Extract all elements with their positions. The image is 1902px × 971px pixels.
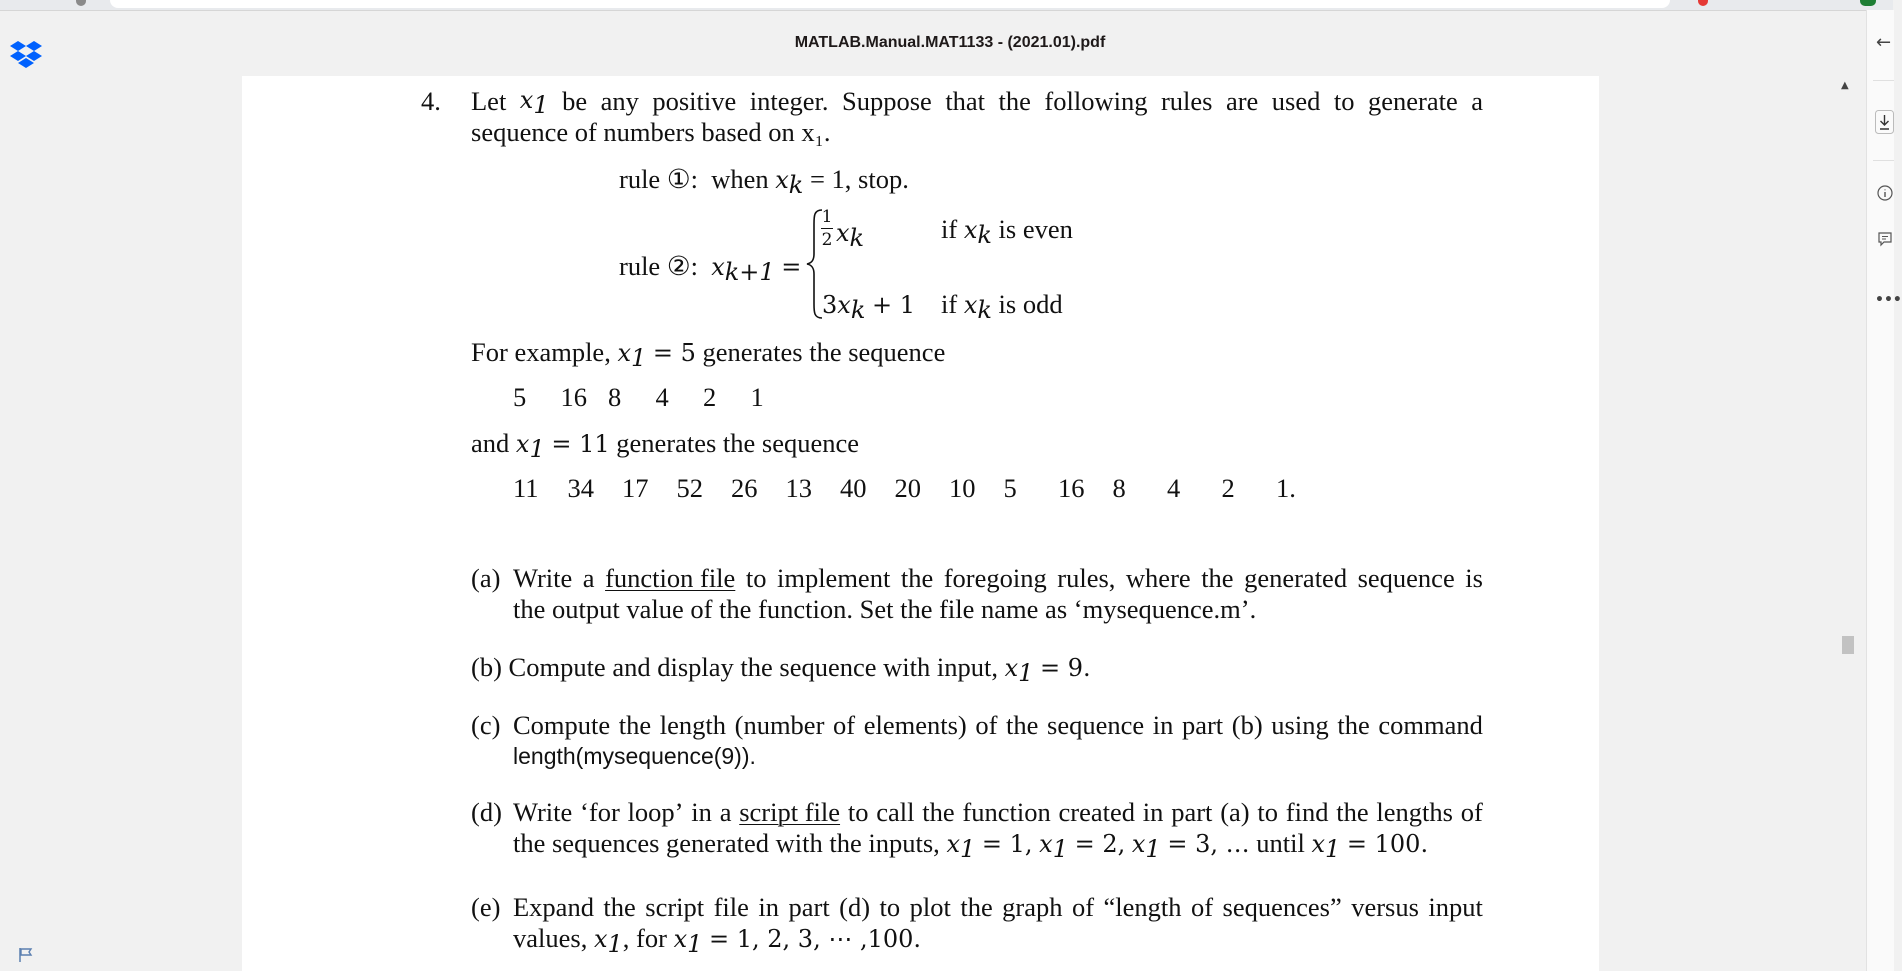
word: find bbox=[1285, 797, 1329, 827]
word: in bbox=[1142, 797, 1164, 827]
part-d-eq-2: = 2, bbox=[1074, 830, 1126, 858]
case-1-var: x bbox=[836, 219, 850, 247]
example-1-post: generates the sequence bbox=[702, 337, 946, 367]
word: the bbox=[960, 892, 993, 922]
word: any bbox=[600, 86, 639, 116]
word: of bbox=[975, 710, 998, 740]
word: sequence bbox=[1047, 710, 1145, 740]
part-d-var-1: x bbox=[946, 830, 960, 858]
word: (d) bbox=[839, 892, 871, 922]
word: function bbox=[962, 797, 1051, 827]
word: (b) bbox=[1231, 710, 1263, 740]
sequence-term: 20 bbox=[894, 473, 921, 503]
word: used bbox=[1271, 86, 1321, 116]
word: a bbox=[1471, 86, 1483, 116]
browser-toolbar bbox=[0, 0, 1893, 11]
part-d-eq-3: = 3, … bbox=[1167, 830, 1250, 858]
word: integer. bbox=[749, 86, 829, 116]
problem-number: 4. bbox=[421, 86, 441, 116]
example-1-text bbox=[471, 337, 946, 372]
rail-divider bbox=[1873, 80, 1894, 81]
case-1-sub: k bbox=[849, 224, 865, 252]
part-b-var: x bbox=[1004, 654, 1019, 682]
underlined-term: function file bbox=[605, 563, 736, 593]
part-e-sub-2: 1 bbox=[687, 930, 703, 958]
info-icon[interactable] bbox=[1877, 185, 1893, 201]
pdf-page bbox=[242, 76, 1599, 971]
word: the bbox=[1006, 710, 1039, 740]
underlined-term: script file bbox=[739, 797, 841, 827]
word: of bbox=[833, 710, 856, 740]
word: rules, bbox=[1057, 563, 1116, 593]
case-2-expr bbox=[822, 291, 916, 324]
dropbox-logo-icon[interactable] bbox=[10, 40, 42, 70]
word: the bbox=[618, 710, 652, 740]
word: the bbox=[603, 892, 636, 922]
case-1-if: if bbox=[941, 214, 958, 244]
scrollbar-thumb[interactable] bbox=[1842, 636, 1854, 654]
word: using bbox=[1271, 710, 1329, 740]
example-1-var: x bbox=[617, 339, 631, 367]
sequence-term: 8 bbox=[608, 382, 622, 412]
word: where bbox=[1125, 563, 1191, 593]
word: that bbox=[945, 86, 986, 116]
word: command bbox=[1378, 710, 1483, 740]
case-2-if: if bbox=[941, 289, 958, 319]
word: to bbox=[1333, 86, 1355, 116]
sequence-term: 52 bbox=[676, 473, 703, 503]
rule-1-sub: k bbox=[788, 171, 804, 199]
word: to bbox=[879, 892, 901, 922]
word: of bbox=[1191, 892, 1214, 922]
word: file bbox=[713, 892, 749, 922]
rule-1-when: when bbox=[711, 164, 769, 194]
example-1-pre: For example, bbox=[471, 337, 611, 367]
rule-2-label: rule ②: bbox=[619, 251, 698, 281]
scroll-up-arrow-icon[interactable]: ▲ bbox=[1841, 80, 1849, 91]
word: ‘for bbox=[580, 797, 620, 827]
word: generated bbox=[1244, 563, 1348, 593]
vertical-scrollbar[interactable] bbox=[1838, 76, 1856, 971]
word: in bbox=[1152, 710, 1174, 740]
part-b-sub: 1 bbox=[1018, 659, 1034, 687]
case-2-var: x bbox=[837, 291, 851, 319]
rule-2-lhs bbox=[619, 251, 802, 286]
word: in bbox=[691, 797, 712, 827]
part-e-line-1 bbox=[513, 894, 1483, 921]
word: the bbox=[1201, 563, 1234, 593]
part-e-line-2-pre: values, bbox=[513, 923, 588, 953]
case-2-post: + 1 bbox=[872, 291, 916, 319]
word: (number bbox=[734, 710, 825, 740]
case-2-cond-var: x bbox=[963, 291, 978, 319]
part-e-comma: , for bbox=[622, 923, 667, 953]
example-2-text bbox=[471, 428, 860, 463]
word: Expand bbox=[513, 892, 594, 922]
example-2-sequence bbox=[242, 475, 1599, 505]
part-d-line-1 bbox=[513, 799, 1483, 826]
sequence-term: 8 bbox=[1112, 473, 1126, 503]
example-2-sub: 1 bbox=[529, 435, 545, 463]
word: elements) bbox=[863, 710, 967, 740]
word: generate bbox=[1367, 86, 1458, 116]
word: script bbox=[645, 892, 705, 922]
sequence-term: 40 bbox=[840, 473, 867, 503]
word: loop’ bbox=[627, 797, 684, 827]
case-2-cond-sub: k bbox=[977, 296, 992, 324]
math-sub: 1 bbox=[533, 91, 549, 119]
part-d-until: until bbox=[1256, 828, 1305, 858]
sequence-term: 16 bbox=[1058, 473, 1085, 503]
sequence-term: 17 bbox=[622, 473, 649, 503]
word: created bbox=[1058, 797, 1136, 827]
word: foregoing bbox=[943, 563, 1047, 593]
document-title: MATLAB.Manual.MAT1133 - (2021.01).pdf bbox=[794, 34, 1106, 51]
example-2-eq: = 11 bbox=[551, 430, 610, 458]
part-d-sub-4: 1 bbox=[1324, 835, 1341, 863]
part-d-sub-1: 1 bbox=[959, 835, 976, 863]
download-icon[interactable] bbox=[1875, 110, 1894, 134]
part-d-sub-3: 1 bbox=[1145, 835, 1161, 863]
part-b bbox=[471, 652, 1091, 687]
sequence-term: 4 bbox=[1167, 473, 1181, 503]
part-b-text: Compute and display the sequence with input, bbox=[508, 652, 998, 682]
word: part bbox=[1181, 710, 1224, 740]
rule-1 bbox=[619, 164, 909, 199]
part-d-var-4: x bbox=[1311, 830, 1325, 858]
word: are bbox=[1225, 86, 1259, 116]
word: to bbox=[745, 563, 767, 593]
word: part bbox=[1171, 797, 1213, 827]
word: sequence bbox=[1357, 563, 1455, 593]
word: the bbox=[998, 86, 1031, 116]
part-c-line-1 bbox=[513, 712, 1483, 739]
word: is bbox=[1465, 563, 1483, 593]
case-1-numerator: 1 bbox=[821, 207, 833, 227]
case-1-condition bbox=[941, 214, 1073, 249]
word: to bbox=[1257, 797, 1279, 827]
word: (a) bbox=[1220, 797, 1250, 827]
case-2-condition bbox=[941, 289, 1063, 324]
part-d-line-2-pre: the sequences generated with the inputs, bbox=[513, 828, 940, 858]
word: graph bbox=[1002, 892, 1063, 922]
part-d-sub-2: 1 bbox=[1052, 835, 1068, 863]
sequence-term: 1. bbox=[1276, 473, 1296, 503]
case-2-sub: k bbox=[850, 296, 866, 324]
word: Compute bbox=[513, 710, 611, 740]
example-1-sequence bbox=[242, 384, 1599, 414]
word: the bbox=[922, 797, 955, 827]
example-2-post: generates the sequence bbox=[616, 428, 860, 458]
word: input bbox=[1428, 892, 1483, 922]
part-c-label: (c) bbox=[471, 710, 501, 740]
extension-icon[interactable] bbox=[1698, 0, 1708, 6]
word: sequences” bbox=[1222, 892, 1342, 922]
word: plot bbox=[909, 892, 951, 922]
rule-2-var: x bbox=[711, 253, 725, 281]
profile-avatar[interactable] bbox=[1860, 0, 1876, 6]
part-e-line-2 bbox=[513, 923, 922, 958]
sequence-term: 1 bbox=[750, 382, 764, 412]
sequence-term: 4 bbox=[655, 382, 669, 412]
intro-line-2: sequence of numbers based on x₁. bbox=[471, 117, 831, 147]
rule-1-label: rule ①: bbox=[619, 164, 698, 194]
word: be bbox=[562, 86, 588, 116]
part-e-var-2: x bbox=[673, 925, 688, 953]
part-d-label: (d) bbox=[471, 797, 502, 827]
sequence-term: 26 bbox=[731, 473, 758, 503]
word: Let bbox=[471, 86, 507, 116]
case-1-cond-sub: k bbox=[977, 221, 992, 249]
word: Write bbox=[513, 797, 573, 827]
example-2-var: x bbox=[515, 430, 530, 458]
sequence-term: 5 bbox=[1003, 473, 1017, 503]
case-1-cond-post: is even bbox=[998, 214, 1073, 244]
word: the bbox=[1337, 710, 1370, 740]
right-rail bbox=[1866, 10, 1902, 971]
part-c-code: length(mysequence(9)). bbox=[513, 743, 756, 769]
word: rules bbox=[1160, 86, 1213, 116]
sequence-term: 34 bbox=[567, 473, 594, 503]
part-e-var: x bbox=[593, 925, 608, 953]
rule-2-eq: = bbox=[781, 253, 802, 281]
word: the bbox=[900, 563, 934, 593]
word: “length bbox=[1103, 892, 1182, 922]
word: implement bbox=[776, 563, 891, 593]
rail-divider bbox=[1873, 160, 1894, 161]
word: lengths bbox=[1376, 797, 1453, 827]
problem-4 bbox=[242, 76, 1599, 971]
sequence-term: 5 bbox=[513, 382, 527, 412]
part-b-label: (b) bbox=[471, 652, 502, 682]
word: Write bbox=[513, 563, 573, 593]
example-1-eq: = 5 bbox=[652, 339, 696, 367]
part-e-eq: = 1, 2, 3, ⋯ ,100. bbox=[709, 925, 922, 953]
word: of bbox=[1460, 797, 1483, 827]
more-icon[interactable]: ••• bbox=[1875, 292, 1902, 308]
sequence-term: 16 bbox=[560, 382, 587, 412]
flag-icon[interactable] bbox=[18, 947, 34, 963]
word: positive bbox=[652, 86, 737, 116]
math-var: $x_1$ bbox=[519, 86, 549, 119]
word: a bbox=[719, 797, 732, 827]
sequence-term: 10 bbox=[949, 473, 976, 503]
part-a-line-1 bbox=[513, 565, 1483, 592]
part-d-eq-4: = 100. bbox=[1346, 830, 1429, 858]
left-rail bbox=[0, 10, 52, 971]
word: part bbox=[788, 892, 830, 922]
case-1-denominator: 2 bbox=[821, 230, 833, 250]
rule-1-rest: = 1, stop. bbox=[809, 164, 909, 194]
word: a bbox=[582, 563, 595, 593]
part-e-sub: 1 bbox=[607, 930, 623, 958]
rule-2-sub: k+1 bbox=[724, 258, 775, 286]
word: following bbox=[1044, 86, 1148, 116]
word: the bbox=[1336, 797, 1369, 827]
intro-line-1 bbox=[471, 86, 1483, 119]
sequence-term: 13 bbox=[785, 473, 812, 503]
case-1-cond-var: x bbox=[963, 216, 978, 244]
part-d-line-2 bbox=[513, 828, 1429, 863]
sequence-term: 2 bbox=[703, 382, 717, 412]
word: in bbox=[758, 892, 780, 922]
word: of bbox=[1071, 892, 1095, 922]
sequence-term: 11 bbox=[513, 473, 539, 503]
example-2-pre: and bbox=[471, 428, 510, 458]
case-1-fraction-bar bbox=[821, 228, 833, 229]
rule-1-var: x bbox=[775, 166, 789, 194]
word: versus bbox=[1351, 892, 1419, 922]
part-d-var-2: x bbox=[1039, 830, 1053, 858]
part-d-var-3: x bbox=[1131, 830, 1146, 858]
address-bar[interactable] bbox=[110, 0, 1670, 8]
part-a-line-2: the output value of the function. Set the file name as ‘mysequence.m’. bbox=[513, 594, 1257, 624]
example-1-sub: 1 bbox=[631, 344, 647, 372]
word: length bbox=[659, 710, 727, 740]
case-2-cond-post: is odd bbox=[998, 289, 1063, 319]
part-b-eq: = 9. bbox=[1040, 654, 1091, 682]
comment-icon[interactable] bbox=[1877, 231, 1893, 247]
word: Suppose bbox=[842, 86, 932, 116]
word: to bbox=[847, 797, 869, 827]
case-2-coef: 3 bbox=[822, 291, 838, 319]
sequence-term: 2 bbox=[1221, 473, 1235, 503]
back-arrow-icon[interactable]: ← bbox=[1876, 32, 1892, 53]
part-e-label: (e) bbox=[471, 892, 501, 922]
reload-icon[interactable] bbox=[76, 0, 86, 6]
case-1-expr bbox=[836, 219, 865, 252]
word: call bbox=[876, 797, 915, 827]
part-d-eq-1: = 1, bbox=[981, 830, 1033, 858]
part-a-label: (a) bbox=[471, 563, 501, 593]
